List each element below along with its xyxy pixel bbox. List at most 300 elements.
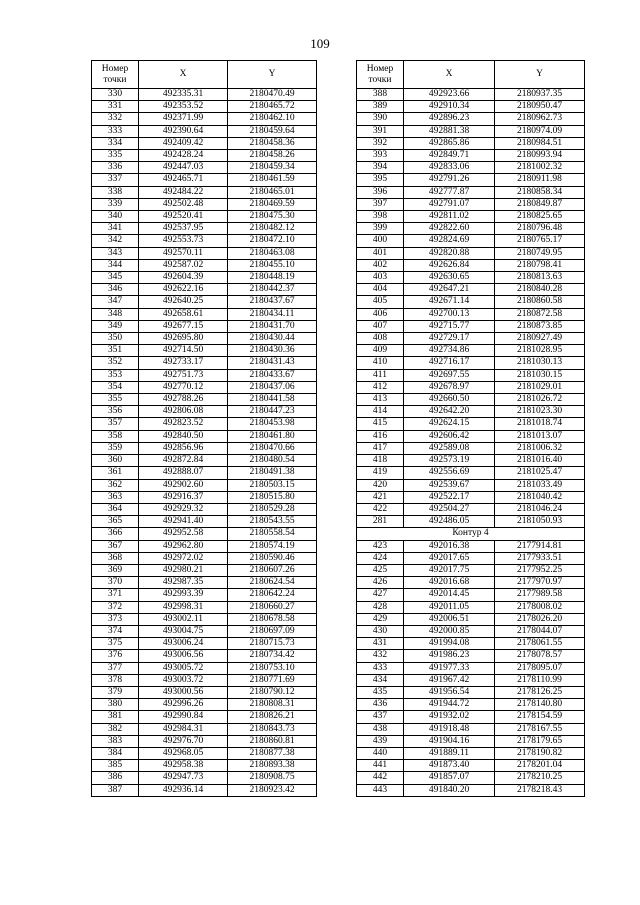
- x-cell: 492642.20: [404, 406, 495, 418]
- y-cell: 2181028.95: [495, 345, 585, 357]
- y-cell: 2180962.73: [495, 113, 585, 125]
- point-number-cell: 337: [92, 174, 139, 186]
- x-cell: 492006.51: [404, 613, 495, 625]
- table-row: [92, 723, 317, 735]
- header-x: X: [404, 61, 495, 89]
- table-row: [357, 418, 585, 430]
- point-number-cell: 375: [92, 638, 139, 650]
- header-x: X: [139, 61, 228, 89]
- point-number-cell: 378: [92, 674, 139, 686]
- y-cell: 2178126.25: [495, 686, 585, 698]
- y-cell: 2181046.24: [495, 503, 585, 515]
- x-cell: 492823.52: [139, 418, 228, 430]
- table-row: [92, 772, 317, 784]
- table-row: [357, 394, 585, 406]
- table-header-row: [357, 61, 585, 89]
- point-number-cell: 340: [92, 211, 139, 223]
- point-number-cell: 339: [92, 198, 139, 210]
- x-cell: 492606.42: [404, 430, 495, 442]
- point-number-cell: 368: [92, 552, 139, 564]
- x-cell: 492910.34: [404, 101, 495, 113]
- y-cell: 2180974.09: [495, 125, 585, 137]
- y-cell: 2181025.47: [495, 467, 585, 479]
- table-row: [92, 259, 317, 271]
- table-row: [92, 747, 317, 759]
- x-cell: 492872.84: [139, 455, 228, 467]
- y-cell: 2181016.40: [495, 455, 585, 467]
- y-cell: 2180543.55: [228, 516, 317, 528]
- table-row: [357, 589, 585, 601]
- x-cell: 493003.72: [139, 674, 228, 686]
- x-cell: 492587.02: [139, 259, 228, 271]
- x-cell: 492465.71: [139, 174, 228, 186]
- table-row: [92, 711, 317, 723]
- table-row: [357, 699, 585, 711]
- point-number-cell: 393: [357, 150, 404, 162]
- point-number-cell: 413: [357, 394, 404, 406]
- x-cell: 492697.55: [404, 369, 495, 381]
- y-cell: 2178210.25: [495, 772, 585, 784]
- y-cell: 2180480.54: [228, 455, 317, 467]
- section-label: Контур 4: [357, 528, 585, 540]
- y-cell: 2181050.93: [495, 516, 585, 528]
- y-cell: 2177952.25: [495, 564, 585, 576]
- x-cell: 492984.31: [139, 723, 228, 735]
- point-number-cell: 351: [92, 345, 139, 357]
- point-number-cell: 334: [92, 137, 139, 149]
- x-cell: 492017.65: [404, 552, 495, 564]
- header-y: Y: [228, 61, 317, 89]
- y-cell: 2180697.09: [228, 625, 317, 637]
- table-row: [357, 650, 585, 662]
- x-cell: 492556.69: [404, 467, 495, 479]
- table-row: [92, 491, 317, 503]
- y-cell: 2180430.36: [228, 345, 317, 357]
- point-number-cell: 402: [357, 259, 404, 271]
- y-cell: 2180984.51: [495, 137, 585, 149]
- table-row: [92, 418, 317, 430]
- y-cell: 2178167.55: [495, 723, 585, 735]
- section-row: [357, 528, 585, 540]
- x-cell: 491994.08: [404, 638, 495, 650]
- table-row: [357, 174, 585, 186]
- x-cell: 492923.66: [404, 89, 495, 101]
- table-row: [357, 625, 585, 637]
- coordinates-table-right: [356, 60, 585, 797]
- point-number-cell: 426: [357, 577, 404, 589]
- y-cell: 2180574.19: [228, 540, 317, 552]
- table-row: [92, 357, 317, 369]
- table-row: [92, 662, 317, 674]
- point-number-cell: 414: [357, 406, 404, 418]
- y-cell: 2180849.87: [495, 198, 585, 210]
- x-cell: 492820.88: [404, 247, 495, 259]
- table-row: [92, 577, 317, 589]
- table-header-row: [92, 61, 317, 89]
- table-row: [92, 638, 317, 650]
- point-number-cell: 388: [357, 89, 404, 101]
- table-row: [92, 211, 317, 223]
- table-row: [357, 113, 585, 125]
- point-number-cell: 411: [357, 369, 404, 381]
- x-cell: 492520.41: [139, 211, 228, 223]
- x-cell: 492011.05: [404, 601, 495, 613]
- point-number-cell: 348: [92, 308, 139, 320]
- table-row: [92, 333, 317, 345]
- point-number-cell: 377: [92, 662, 139, 674]
- x-cell: 493000.56: [139, 686, 228, 698]
- x-cell: 492504.27: [404, 503, 495, 515]
- x-cell: 492714.50: [139, 345, 228, 357]
- y-cell: 2180469.59: [228, 198, 317, 210]
- x-cell: 492017.75: [404, 564, 495, 576]
- y-cell: 2180459.34: [228, 162, 317, 174]
- point-number-cell: 353: [92, 369, 139, 381]
- point-number-cell: 396: [357, 186, 404, 198]
- x-cell: 492996.26: [139, 699, 228, 711]
- table-row: [357, 674, 585, 686]
- point-number-cell: 383: [92, 735, 139, 747]
- y-cell: 2180458.36: [228, 137, 317, 149]
- table-row: [92, 125, 317, 137]
- y-cell: 2180475.30: [228, 211, 317, 223]
- y-cell: 2180923.42: [228, 784, 317, 796]
- y-cell: 2180455.10: [228, 259, 317, 271]
- x-cell: 492833.06: [404, 162, 495, 174]
- x-cell: 492822.60: [404, 223, 495, 235]
- table-row: [92, 198, 317, 210]
- point-number-cell: 441: [357, 760, 404, 772]
- x-cell: 492409.42: [139, 137, 228, 149]
- point-number-cell: 410: [357, 357, 404, 369]
- point-number-cell: 405: [357, 296, 404, 308]
- table-row: [357, 223, 585, 235]
- x-cell: 492751.73: [139, 369, 228, 381]
- coordinates-table-left: [91, 60, 317, 797]
- table-row: [92, 540, 317, 552]
- table-row: [357, 638, 585, 650]
- x-cell: 492630.65: [404, 272, 495, 284]
- y-cell: 2180908.75: [228, 772, 317, 784]
- y-cell: 2180442.37: [228, 284, 317, 296]
- x-cell: 492371.99: [139, 113, 228, 125]
- point-number-cell: 395: [357, 174, 404, 186]
- y-cell: 2180825.65: [495, 211, 585, 223]
- x-cell: 492016.38: [404, 540, 495, 552]
- table-row: [92, 601, 317, 613]
- point-number-cell: 365: [92, 516, 139, 528]
- table-row: [357, 259, 585, 271]
- point-number-cell: 435: [357, 686, 404, 698]
- y-cell: 2180470.66: [228, 442, 317, 454]
- y-cell: 2180448.19: [228, 272, 317, 284]
- x-cell: 492856.96: [139, 442, 228, 454]
- x-cell: 492553.73: [139, 235, 228, 247]
- y-cell: 2180453.98: [228, 418, 317, 430]
- point-number-cell: 362: [92, 479, 139, 491]
- y-cell: 2178044.07: [495, 625, 585, 637]
- y-cell: 2180433.67: [228, 369, 317, 381]
- point-number-cell: 347: [92, 296, 139, 308]
- y-cell: 2178110.99: [495, 674, 585, 686]
- y-cell: 2180459.64: [228, 125, 317, 137]
- table-row: [92, 369, 317, 381]
- x-cell: 492537.95: [139, 223, 228, 235]
- y-cell: 2180798.41: [495, 259, 585, 271]
- x-cell: 492777.87: [404, 186, 495, 198]
- x-cell: 492604.39: [139, 272, 228, 284]
- y-cell: 2178026.20: [495, 613, 585, 625]
- table-row: [357, 662, 585, 674]
- table-row: [92, 223, 317, 235]
- y-cell: 2180790.12: [228, 686, 317, 698]
- x-cell: 492716.17: [404, 357, 495, 369]
- point-number-cell: 408: [357, 333, 404, 345]
- y-cell: 2181018.74: [495, 418, 585, 430]
- y-cell: 2181006.32: [495, 442, 585, 454]
- y-cell: 2180465.72: [228, 101, 317, 113]
- point-number-cell: 429: [357, 613, 404, 625]
- point-number-cell: 366: [92, 528, 139, 540]
- point-number-cell: 394: [357, 162, 404, 174]
- point-number-cell: 330: [92, 89, 139, 101]
- point-number-cell: 421: [357, 491, 404, 503]
- point-number-cell: 341: [92, 223, 139, 235]
- point-number-cell: 415: [357, 418, 404, 430]
- y-cell: 2177989.58: [495, 589, 585, 601]
- x-cell: 491857.07: [404, 772, 495, 784]
- x-cell: 491967.42: [404, 674, 495, 686]
- point-number-cell: 418: [357, 455, 404, 467]
- table-row: [357, 89, 585, 101]
- point-number-cell: 374: [92, 625, 139, 637]
- y-cell: 2180491.38: [228, 467, 317, 479]
- table-row: [357, 772, 585, 784]
- point-number-cell: 392: [357, 137, 404, 149]
- y-cell: 2180911.98: [495, 174, 585, 186]
- table-row: [357, 211, 585, 223]
- x-cell: 492888.07: [139, 467, 228, 479]
- x-cell: 493002.11: [139, 613, 228, 625]
- header-point-number: Номер точки: [92, 61, 139, 89]
- point-number-cell: 427: [357, 589, 404, 601]
- point-number-cell: 371: [92, 589, 139, 601]
- y-cell: 2178061.55: [495, 638, 585, 650]
- x-cell: 492447.03: [139, 162, 228, 174]
- table-row: [357, 198, 585, 210]
- x-cell: 491840.20: [404, 784, 495, 796]
- y-cell: 2180558.54: [228, 528, 317, 540]
- point-number-cell: 409: [357, 345, 404, 357]
- x-cell: 492865.86: [404, 137, 495, 149]
- x-cell: 493006.56: [139, 650, 228, 662]
- table-row: [92, 235, 317, 247]
- point-number-cell: 373: [92, 613, 139, 625]
- table-row: [92, 564, 317, 576]
- point-number-cell: 387: [92, 784, 139, 796]
- point-number-cell: 428: [357, 601, 404, 613]
- table-row: [92, 503, 317, 515]
- y-cell: 2178078.57: [495, 650, 585, 662]
- y-cell: 2178201.04: [495, 760, 585, 772]
- table-row: [357, 467, 585, 479]
- y-cell: 2180503.15: [228, 479, 317, 491]
- x-cell: 491986.23: [404, 650, 495, 662]
- table-row: [357, 320, 585, 332]
- table-row: [92, 784, 317, 796]
- table-row: [357, 686, 585, 698]
- x-cell: 492952.58: [139, 528, 228, 540]
- x-cell: 492824.69: [404, 235, 495, 247]
- table-row: [92, 430, 317, 442]
- y-cell: 2180860.81: [228, 735, 317, 747]
- point-number-cell: 404: [357, 284, 404, 296]
- x-cell: 492428.24: [139, 150, 228, 162]
- point-number-cell: 345: [92, 272, 139, 284]
- x-cell: 492806.08: [139, 406, 228, 418]
- x-cell: 491956.54: [404, 686, 495, 698]
- point-number-cell: 436: [357, 699, 404, 711]
- table-row: [92, 345, 317, 357]
- table-row: [357, 503, 585, 515]
- point-number-cell: 434: [357, 674, 404, 686]
- point-number-cell: 332: [92, 113, 139, 125]
- x-cell: 492335.31: [139, 89, 228, 101]
- y-cell: 2180465.01: [228, 186, 317, 198]
- point-number-cell: 372: [92, 601, 139, 613]
- table-row: [357, 345, 585, 357]
- y-cell: 2180749.95: [495, 247, 585, 259]
- table-row: [92, 308, 317, 320]
- y-cell: 2180461.59: [228, 174, 317, 186]
- table-row: [357, 479, 585, 491]
- point-number-cell: 432: [357, 650, 404, 662]
- x-cell: 492522.17: [404, 491, 495, 503]
- point-number-cell: 430: [357, 625, 404, 637]
- table-row: [357, 162, 585, 174]
- point-number-cell: 419: [357, 467, 404, 479]
- x-cell: 492014.45: [404, 589, 495, 601]
- y-cell: 2180660.27: [228, 601, 317, 613]
- table-row: [357, 430, 585, 442]
- y-cell: 2180437.67: [228, 296, 317, 308]
- x-cell: 492881.38: [404, 125, 495, 137]
- point-number-cell: 356: [92, 406, 139, 418]
- header-point-number: Номер точки: [357, 61, 404, 89]
- table-row: [357, 101, 585, 113]
- x-cell: 492770.12: [139, 381, 228, 393]
- point-number-cell: 355: [92, 394, 139, 406]
- table-row: [357, 711, 585, 723]
- table-row: [92, 455, 317, 467]
- y-cell: 2180458.26: [228, 150, 317, 162]
- x-cell: 492791.26: [404, 174, 495, 186]
- point-number-cell: 382: [92, 723, 139, 735]
- x-cell: 492671.14: [404, 296, 495, 308]
- point-number-cell: 350: [92, 333, 139, 345]
- x-cell: 492788.26: [139, 394, 228, 406]
- y-cell: 2180430.44: [228, 333, 317, 345]
- point-number-cell: 336: [92, 162, 139, 174]
- table-row: [92, 406, 317, 418]
- table-row: [92, 479, 317, 491]
- y-cell: 2181026.72: [495, 394, 585, 406]
- point-number-cell: 369: [92, 564, 139, 576]
- x-cell: 492990.84: [139, 711, 228, 723]
- y-cell: 2181033.49: [495, 479, 585, 491]
- y-cell: 2180462.10: [228, 113, 317, 125]
- x-cell: 492733.17: [139, 357, 228, 369]
- table-row: [357, 577, 585, 589]
- y-cell: 2177914.81: [495, 540, 585, 552]
- table-row: [357, 150, 585, 162]
- y-cell: 2180840.28: [495, 284, 585, 296]
- y-cell: 2180877.38: [228, 747, 317, 759]
- point-number-cell: 423: [357, 540, 404, 552]
- x-cell: 492589.08: [404, 442, 495, 454]
- y-cell: 2180950.47: [495, 101, 585, 113]
- point-number-cell: 335: [92, 150, 139, 162]
- y-cell: 2180893.38: [228, 760, 317, 772]
- x-cell: 492700.13: [404, 308, 495, 320]
- x-cell: 492849.71: [404, 150, 495, 162]
- x-cell: 492390.64: [139, 125, 228, 137]
- point-number-cell: 363: [92, 491, 139, 503]
- y-cell: 2180529.28: [228, 503, 317, 515]
- y-cell: 2180472.10: [228, 235, 317, 247]
- x-cell: 492941.40: [139, 516, 228, 528]
- y-cell: 2180826.21: [228, 711, 317, 723]
- point-number-cell: 376: [92, 650, 139, 662]
- table-row: [357, 564, 585, 576]
- point-number-cell: 333: [92, 125, 139, 137]
- y-cell: 2178095.07: [495, 662, 585, 674]
- point-number-cell: 331: [92, 101, 139, 113]
- x-cell: 492902.60: [139, 479, 228, 491]
- y-cell: 2181013.07: [495, 430, 585, 442]
- x-cell: 492916.37: [139, 491, 228, 503]
- x-cell: 492929.32: [139, 503, 228, 515]
- y-cell: 2180937.35: [495, 89, 585, 101]
- point-number-cell: 370: [92, 577, 139, 589]
- x-cell: 492353.52: [139, 101, 228, 113]
- point-number-cell: 403: [357, 272, 404, 284]
- table-row: [92, 735, 317, 747]
- y-cell: 2180515.80: [228, 491, 317, 503]
- x-cell: 492573.19: [404, 455, 495, 467]
- y-cell: 2178218.43: [495, 784, 585, 796]
- table-row: [357, 284, 585, 296]
- x-cell: 492647.21: [404, 284, 495, 296]
- x-cell: 492734.86: [404, 345, 495, 357]
- table-row: [357, 186, 585, 198]
- point-number-cell: 380: [92, 699, 139, 711]
- table-row: [92, 272, 317, 284]
- table-row: [92, 320, 317, 332]
- x-cell: 492896.23: [404, 113, 495, 125]
- y-cell: 2180858.34: [495, 186, 585, 198]
- point-number-cell: 361: [92, 467, 139, 479]
- y-cell: 2178008.02: [495, 601, 585, 613]
- point-number-cell: 349: [92, 320, 139, 332]
- y-cell: 2180873.85: [495, 320, 585, 332]
- table-row: [92, 137, 317, 149]
- point-number-cell: 360: [92, 455, 139, 467]
- y-cell: 2180765.17: [495, 235, 585, 247]
- y-cell: 2180678.58: [228, 613, 317, 625]
- x-cell: 492972.02: [139, 552, 228, 564]
- x-cell: 491977.33: [404, 662, 495, 674]
